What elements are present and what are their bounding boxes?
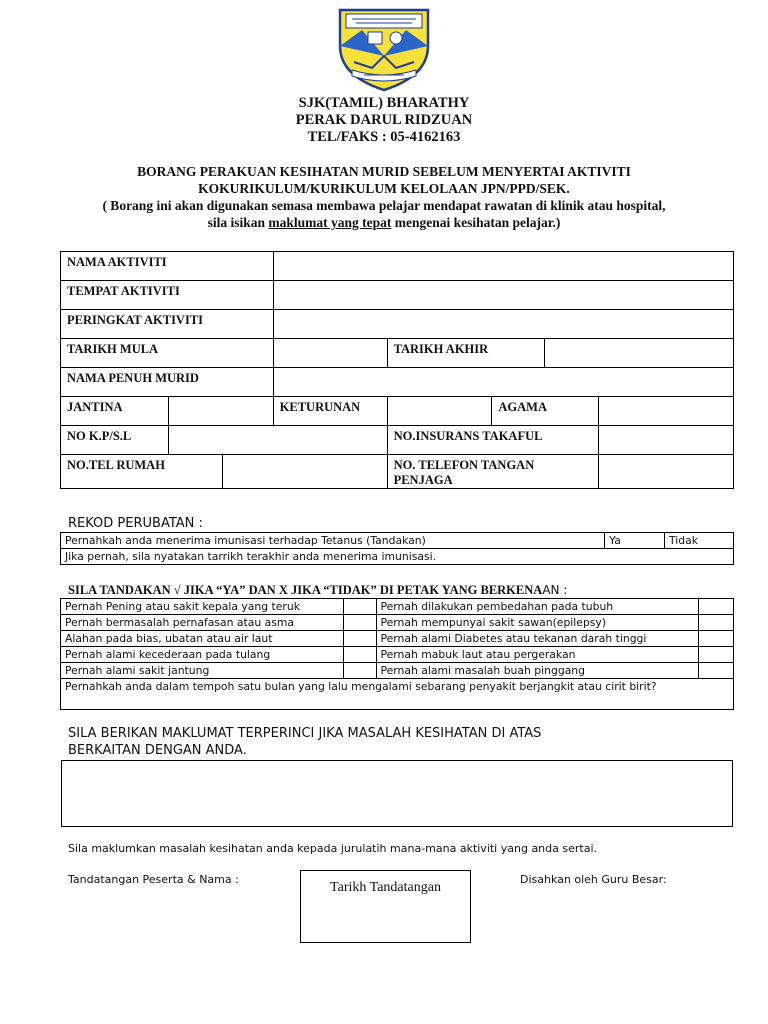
label-no-telefon-penjaga: NO. TELEFON TANGAN PENJAGA	[387, 455, 599, 489]
school-tel: TEL/FAKS : 05-4162163	[307, 129, 461, 145]
info-table	[60, 251, 734, 489]
checklist-right-box[interactable]	[699, 647, 734, 663]
field-no-telefon-penjaga[interactable]	[599, 455, 734, 489]
checklist-right-box[interactable]	[699, 631, 734, 647]
checklist-left-item: Alahan pada bias, ubatan atau air laut	[61, 631, 344, 647]
field-peringkat-aktiviti[interactable]	[273, 310, 733, 339]
school-state: PERAK DARUL RIDZUAN	[295, 112, 473, 128]
checklist-right-item: Pernah mabuk laut atau pergerakan	[376, 647, 699, 663]
checklist-heading: SILA TANDAKAN √ JIKA “YA” DAN X JIKA “TIDAK” DI PETAK YANG BERKENAAN :	[68, 583, 568, 597]
form-note-line2: sila isikan maklumat yang tepat mengenai kesihatan pelajar.)	[207, 215, 561, 230]
checklist-right-item: Pernah alami Diabetes atau tekanan darah tinggi	[376, 631, 699, 647]
field-agama[interactable]	[599, 397, 734, 426]
field-nama-aktiviti[interactable]	[273, 252, 733, 281]
form-title-line2: KOKURIKULUM/KURIKULUM KELOLAAN JPN/PPD/SEK.	[198, 181, 570, 196]
signature-label: Tandatangan Peserta & Nama :	[68, 873, 239, 886]
date-signature-box[interactable]	[300, 870, 471, 943]
form-title-line1: BORANG PERAKUAN KESIHATAN MURID SEBELUM MENYERTAI AKTIVITI	[137, 164, 631, 179]
checklist-left-item: Pernah alami sakit jantung	[61, 663, 344, 679]
date-box-label: Tarikh Tandatangan	[330, 880, 441, 895]
footer-notice: Sila maklumkan masalah kesihatan anda kepada jurulatih mana-mana aktiviti yang anda sertai.	[68, 842, 597, 855]
field-tempat-aktiviti[interactable]	[273, 281, 733, 310]
rekod-table	[60, 532, 734, 565]
checklist-row	[61, 615, 734, 631]
checklist-left-item: Pernah bermasalah pernafasan atau asma	[61, 615, 344, 631]
field-tarikh-mula[interactable]	[273, 339, 387, 368]
label-tempat-aktiviti: TEMPAT AKTIVITI	[61, 281, 274, 310]
checklist-right-box[interactable]	[699, 599, 734, 615]
label-nama-penuh: NAMA PENUH MURID	[61, 368, 274, 397]
checklist-left-box[interactable]	[343, 663, 376, 679]
rekod-ya[interactable]: Ya	[605, 533, 665, 549]
details-line1: SILA BERIKAN MAKLUMAT TERPERINCI JIKA MASALAH KESIHATAN DI ATAS	[68, 726, 542, 741]
checklist-row	[61, 663, 734, 679]
field-no-kp[interactable]	[168, 426, 387, 455]
field-jantina[interactable]	[168, 397, 273, 426]
form-note-line1: ( Borang ini akan digunakan semasa membawa pelajar mendapat rawatan di klinik atau hospital,	[102, 198, 666, 213]
label-keturunan: KETURUNAN	[273, 397, 387, 426]
checklist-right-box[interactable]	[699, 663, 734, 679]
checklist-right-item: Pernah alami masalah buah pinggang	[376, 663, 699, 679]
label-jantina: JANTINA	[61, 397, 169, 426]
checklist-bottom-question[interactable]: Pernahkah anda dalam tempoh satu bulan yang lalu mengalami sebarang penyakit berjangkit atau cirit birit?	[61, 679, 734, 710]
checklist-left-box[interactable]	[343, 647, 376, 663]
school-crest-logo	[332, 6, 436, 92]
checklist-row	[61, 647, 734, 663]
school-name: SJK(TAMIL) BHARATHY	[298, 95, 470, 111]
checklist-right-item: Pernah mempunyai sakit sawan(epilepsy)	[376, 615, 699, 631]
field-tarikh-akhir[interactable]	[545, 339, 734, 368]
checklist-row	[61, 599, 734, 615]
checklist-left-item: Pernah alami kecederaan pada tulang	[61, 647, 344, 663]
field-no-insurans[interactable]	[599, 426, 734, 455]
label-no-insurans: NO.INSURANS TAKAFUL	[387, 426, 599, 455]
rekod-tidak[interactable]: Tidak	[665, 533, 734, 549]
checklist-left-box[interactable]	[343, 631, 376, 647]
label-no-tel-rumah: NO.TEL RUMAH	[61, 455, 223, 489]
checklist-row	[61, 631, 734, 647]
checklist-right-box[interactable]	[699, 615, 734, 631]
details-textarea[interactable]	[61, 760, 733, 827]
label-nama-aktiviti: NAMA AKTIVITI	[61, 252, 274, 281]
rekod-q1: Pernahkah anda menerima imunisasi terhadap Tetanus (Tandakan)	[61, 533, 605, 549]
approved-label: Disahkan oleh Guru Besar:	[520, 873, 667, 886]
checklist-left-box[interactable]	[343, 599, 376, 615]
label-tarikh-akhir: TARIKH AKHIR	[387, 339, 545, 368]
label-agama: AGAMA	[492, 397, 599, 426]
label-tarikh-mula: TARIKH MULA	[61, 339, 274, 368]
field-nama-penuh[interactable]	[273, 368, 733, 397]
field-keturunan[interactable]	[387, 397, 492, 426]
label-peringkat-aktiviti: PERINGKAT AKTIVITI	[61, 310, 274, 339]
checklist-table	[60, 598, 734, 710]
checklist-right-item: Pernah dilakukan pembedahan pada tubuh	[376, 599, 699, 615]
field-no-tel-rumah[interactable]	[222, 455, 387, 489]
details-line2: BERKAITAN DENGAN ANDA.	[68, 743, 247, 758]
checklist-left-item: Pernah Pening atau sakit kepala yang teruk	[61, 599, 344, 615]
rekod-q2[interactable]: Jika pernah, sila nyatakan tarrikh terakhir anda menerima imunisasi.	[61, 549, 734, 565]
checklist-left-box[interactable]	[343, 615, 376, 631]
rekod-heading: REKOD PERUBATAN :	[68, 516, 203, 531]
label-no-kp: NO K.P/S.L	[61, 426, 169, 455]
note-underlined: maklumat yang tepat	[268, 215, 392, 230]
